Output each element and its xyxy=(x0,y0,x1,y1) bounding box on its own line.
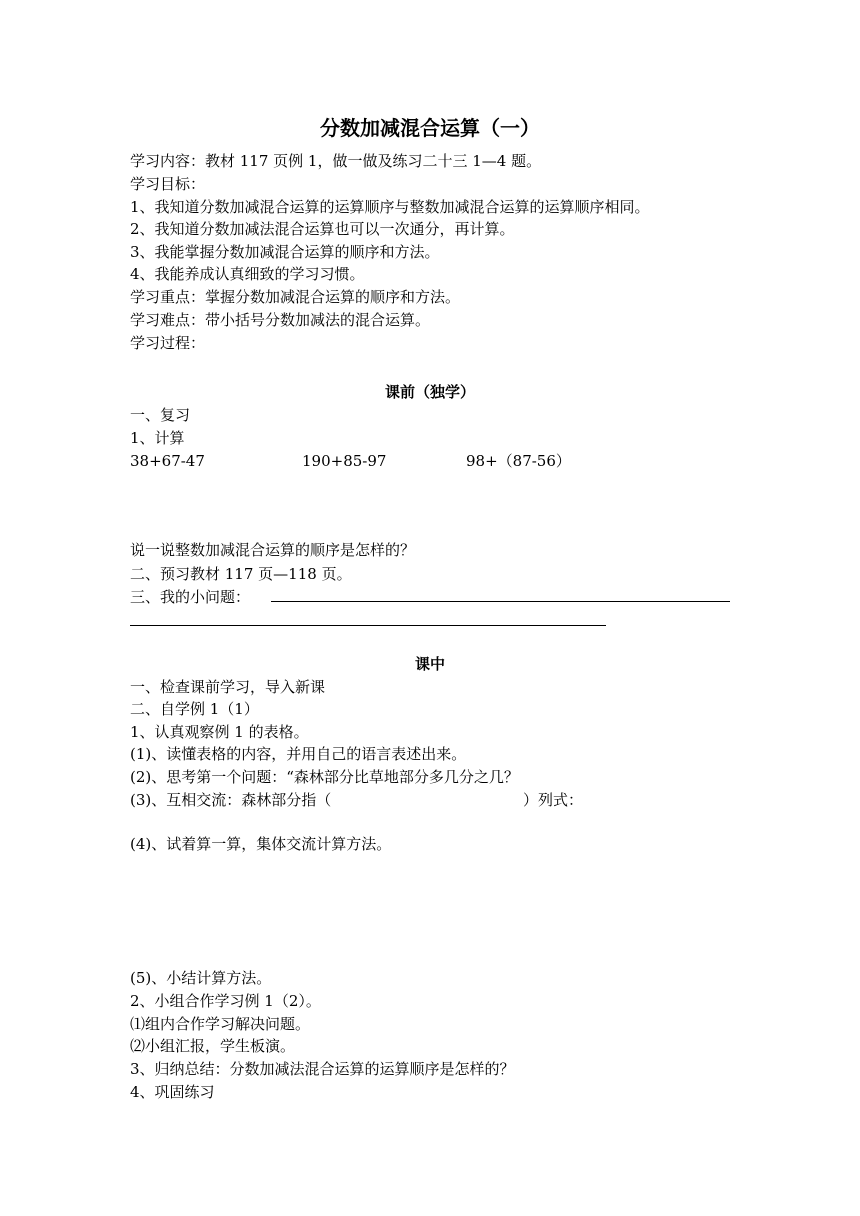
my-questions-label: 三、我的小问题： xyxy=(130,588,251,606)
list-item: 一、检查课前学习，导入新课 xyxy=(130,678,326,696)
review-label: 一、复习 xyxy=(130,406,191,424)
list-item: ⑵小组汇报，学生板演。 xyxy=(130,1037,296,1055)
goal-item: 4、我能养成认真细致的学习习惯。 xyxy=(130,265,365,283)
list-item: (4)、试着算一算，集体交流计算方法。 xyxy=(130,835,392,853)
list-item: 4、巩固练习 xyxy=(130,1083,215,1101)
list-item: 二、自学例 1（1） xyxy=(130,700,259,718)
goals-label: 学习目标： xyxy=(130,175,206,193)
list-item: (3)、互相交流：森林部分指（ xyxy=(130,791,332,809)
list-item: 1、认真观察例 1 的表格。 xyxy=(130,723,309,741)
goal-item: 1、我知道分数加减混合运算的运算顺序与整数加减混合运算的运算顺序相同。 xyxy=(130,198,650,216)
key-point: 学习重点：掌握分数加减混合运算的顺序和方法。 xyxy=(130,288,461,306)
in-class-heading: 课中 xyxy=(414,655,445,673)
exercise: 38+67-47 xyxy=(130,452,205,470)
goal-item: 3、我能掌握分数加减混合运算的顺序和方法。 xyxy=(130,243,440,261)
calc-label: 1、计算 xyxy=(130,429,185,447)
process-label: 学习过程： xyxy=(130,334,206,352)
difficulty: 学习难点：带小括号分数加减法的混合运算。 xyxy=(130,311,431,329)
order-question: 说一说整数加减混合运算的顺序是怎样的？ xyxy=(130,541,416,559)
goal-item: 2、我知道分数加减法混合运算也可以一次通分，再计算。 xyxy=(130,220,515,238)
page-title: 分数加减混合运算（一） xyxy=(320,116,540,140)
study-content: 学习内容：教材 117 页例 1，做一做及练习二十三 1—4 题。 xyxy=(130,152,542,170)
exercise: 190+85-97 xyxy=(302,452,387,470)
answer-line xyxy=(271,601,730,602)
exercise: 98+（87-56） xyxy=(466,452,571,470)
list-item: 2、小组合作学习例 1（2）。 xyxy=(130,992,321,1010)
list-item: 3、归纳总结：分数加减法混合运算的运算顺序是怎样的？ xyxy=(130,1060,515,1078)
preview-task: 二、预习教材 117 页—118 页。 xyxy=(130,565,352,583)
answer-line xyxy=(130,625,606,626)
list-item: (1)、读懂表格的内容，并用自己的语言表述出来。 xyxy=(130,745,467,763)
list-item: ⑴组内合作学习解决问题。 xyxy=(130,1015,311,1033)
list-item: (5)、小结计算方法。 xyxy=(130,969,272,987)
list-item: ）列式： xyxy=(523,791,584,809)
list-item: (2)、思考第一个问题：“森林部分比草地部分多几分之几？ xyxy=(130,768,519,786)
pre-class-heading: 课前（独学） xyxy=(384,383,475,401)
